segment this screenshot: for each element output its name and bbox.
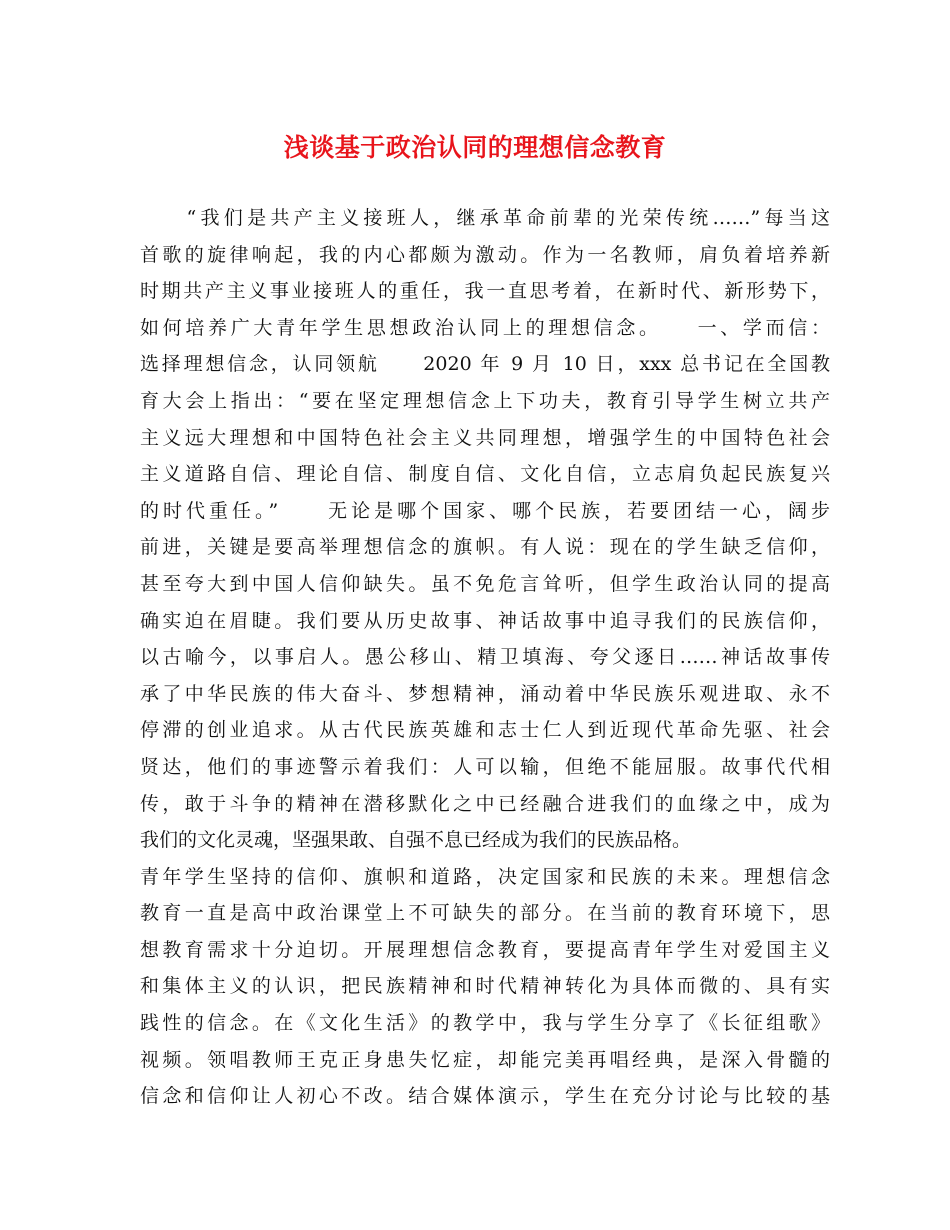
body-line: 传，敢于斗争的精神在潜移默化之中已经融合进我们的血缘之中，成为 [140,792,830,815]
body-line: 想教育需求十分迫切。开展理想信念教育，要提高青年学生对爱国主义 [140,938,830,961]
body-line: 承了中华民族的伟大奋斗、梦想精神，涌动着中华民族乐观进取、永不 [140,682,830,705]
body-line: 贤达，他们的事迹警示着我们：人可以输，但绝不能屈服。故事代代相 [140,755,830,778]
body-line: 甚至夸大到中国人信仰缺失。虽不免危言耸听，但学生政治认同的提高 [140,572,830,595]
document-title: 浅谈基于政治认同的理想信念教育 [283,133,667,162]
body-line: 首歌的旋律响起，我的内心都颇为激动。作为一名教师，肩负着培养新 [140,243,830,266]
body-line: 主义道路自信、理论自信、制度自信、文化自信，立志肩负起民族复兴 [140,463,830,486]
body-line: 和集体主义的认识，把民族精神和时代精神转化为具体而微的、具有实 [140,975,830,998]
body-line: “我们是共产主义接班人，继承革命前辈的光荣传统……”每当这 [140,207,830,229]
body-line: 以古喻今，以事启人。愚公移山、精卫填海、夸父逐日……神话故事传 [140,646,830,669]
body-line: 如何培养广大青年学生思想政治认同上的理想信念。 一、学而信： [140,316,830,339]
body-line: 前进，关键是要高举理想信念的旗帜。有人说：现在的学生缺乏信仰， [140,536,830,559]
body-line: 主义远大理想和中国特色社会主义共同理想，增强学生的中国特色社会 [140,426,830,449]
body-line: 确实迫在眉睫。我们要从历史故事、神话故事中追寻我们的民族信仰， [140,609,830,632]
body-line: 的时代重任。” 无论是哪个国家、哪个民族，若要团结一心，阔步 [140,499,830,522]
document-body [140,200,830,1115]
body-line: 育大会上指出：“要在坚定理想信念上下功夫，教育引导学生树立共产 [140,389,830,412]
body-line: 停滞的创业追求。从古代民族英雄和志士仁人到近现代革命先驱、社会 [140,719,830,742]
body-line: 选择理想信念，认同领航 2020 年 9 月 10 日，xxx 总书记在全国教 [140,353,830,376]
body-line: 青年学生坚持的信仰、旗帜和道路，决定国家和民族的未来。理想信念 [140,865,830,888]
body-line: 视频。领唱教师王克正身患失忆症，却能完美再唱经典，是深入骨髓的 [140,1048,830,1071]
body-line: 教育一直是高中政治课堂上不可缺失的部分。在当前的教育环境下，思 [140,902,830,925]
body-line: 践性的信念。在《文化生活》的教学中，我与学生分享了《长征组歌》 [140,1012,830,1035]
body-line: 时期共产主义事业接班人的重任，我一直思考着，在新时代、新形势下， [140,280,830,303]
body-line: 信念和信仰让人初心不改。结合媒体演示，学生在充分讨论与比较的基 [140,1085,830,1108]
body-line: 我们的文化灵魂，坚强果敢、自强不息已经成为我们的民族品格。 [140,829,692,852]
